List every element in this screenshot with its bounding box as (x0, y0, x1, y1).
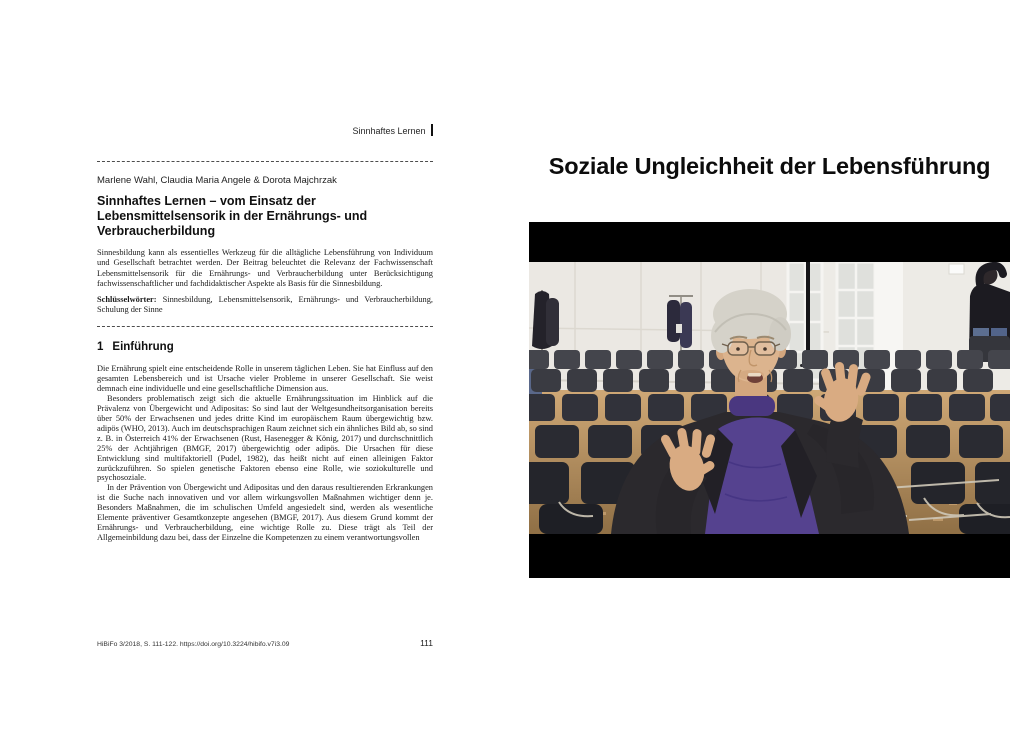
article-title-line: Lebensmittelsensorik in der Ernährungs- und (97, 209, 368, 223)
keywords-label: Schlüsselwörter: (97, 294, 157, 304)
citation-doi-text: HiBiFo 3/2018, S. 111-122. https://doi.org/10.3224/hibifo.v7i3.09 (97, 641, 290, 648)
slide-title: Soziale Ungleichheit der Lebensführung (548, 153, 991, 179)
keywords-line (97, 295, 433, 316)
section-heading (97, 341, 433, 353)
page-footer (97, 638, 433, 648)
dashed-rule-mid (97, 326, 433, 327)
page-number: 111 (420, 638, 433, 648)
body-paragraph-1: Die Ernährung spielt eine entscheidende Rolle in unserem täglichen Leben. Sie hat Einfluss auf den gesamten Lebensbereich und ist Ursache vieler Probleme in unserer Gesellschaft. Sie weist demnach eine individuelle und eine gesellschaftliche Dimension aus. (97, 364, 433, 394)
turtleneck-collar (729, 396, 775, 416)
running-header-text: Sinnhaftes Lernen (352, 126, 426, 136)
keywords-text: Sinnesbildung, Lebensmittelsensorik, Ernährungs- und Verbraucherbildung, Schulung der Sinne (97, 294, 433, 315)
authors-line: Marlene Wahl, Claudia Maria Angele & Dorota Majchrzak (97, 175, 337, 186)
article-title-line: Verbraucherbildung (97, 224, 216, 238)
dashed-rule-top (97, 161, 433, 162)
interview-scene (529, 262, 1010, 534)
video-still-photo (529, 262, 1010, 534)
abstract-text: Sinnesbildung kann als essentielles Werkzeug für die alltägliche Lebensführung von Individuum und Gesellschaft betrachtet werden. Der Beitrag beleuchtet die Relevanz der Fachwissenschaft Lebensmittelsensorik für die Ernährungs- und Verbraucherbildung unter Berücksichtigung fachwissenschaftlicher und fachdidaktischer Aspekte als Basis für die Sinnesbildung. (97, 248, 433, 289)
running-header (97, 124, 433, 138)
article-title (97, 194, 433, 239)
section-title: Einführung (112, 341, 174, 354)
wall-plaque (949, 264, 964, 274)
video-still-frame (529, 222, 1010, 578)
section-number: 1 (97, 341, 104, 354)
article-title-line: Sinnhaftes Lernen – vom Einsatz der (97, 194, 316, 208)
body-paragraph-3: In der Prävention von Übergewicht und Adipositas und den daraus resultierenden Erkrankungen ist die Suche nach innovativen und vor allem wirkungsvollen Maßnahmen wichtiger denn je. Besonders Maßnahmen, die im schulischen Umfeld angesiedelt sind, werden als wesentliche Elemente präventiver Gesamtkonzepte angesehen (BMGF, 2017). Aus diesem Grund kommt der Ernährungs- und Verbraucherbildung, eine wichtige Rolle zu. Diese trägt als Teil der Allgemeinbildung dazu bei, dass der Einzelne die Kompetenzen zu einem verantwortungsvollen (97, 483, 433, 542)
journal-page (97, 100, 433, 648)
header-divider-bar (431, 124, 434, 136)
body-paragraph-2: Besonders problematisch zeigt sich die aktuelle Ernährungssituation im Hinblick auf die Prävalenz von Übergewicht und Adipositas: So sind laut der Weltgesundheitsorganisation bereits über 50% der Erwachsenen und jedes dritte Kind im europäischem Raum übergewichtig bzw. adipös (WHO, 2013). Auch im deutschsprachigen Raum zeichnet sich ein ähnliches Bild ab, so sind z. B. in Österreich 41% der Erwachsenen (Rust, Hasenegger & König, 2017) und durchschnittlich 25% der Achtjährigen (BMGF, 2017) übergewichtig oder adipös. Die Ursachen für diese Entwicklung sind multifaktoriell (Pudel, 1982), das heißt nicht auf einen alleinigen Faktor zurückzuführen. So spielen genetische Faktoren ebenso eine Rolle, wie soziokulturelle und psychosoziale. (97, 394, 433, 483)
